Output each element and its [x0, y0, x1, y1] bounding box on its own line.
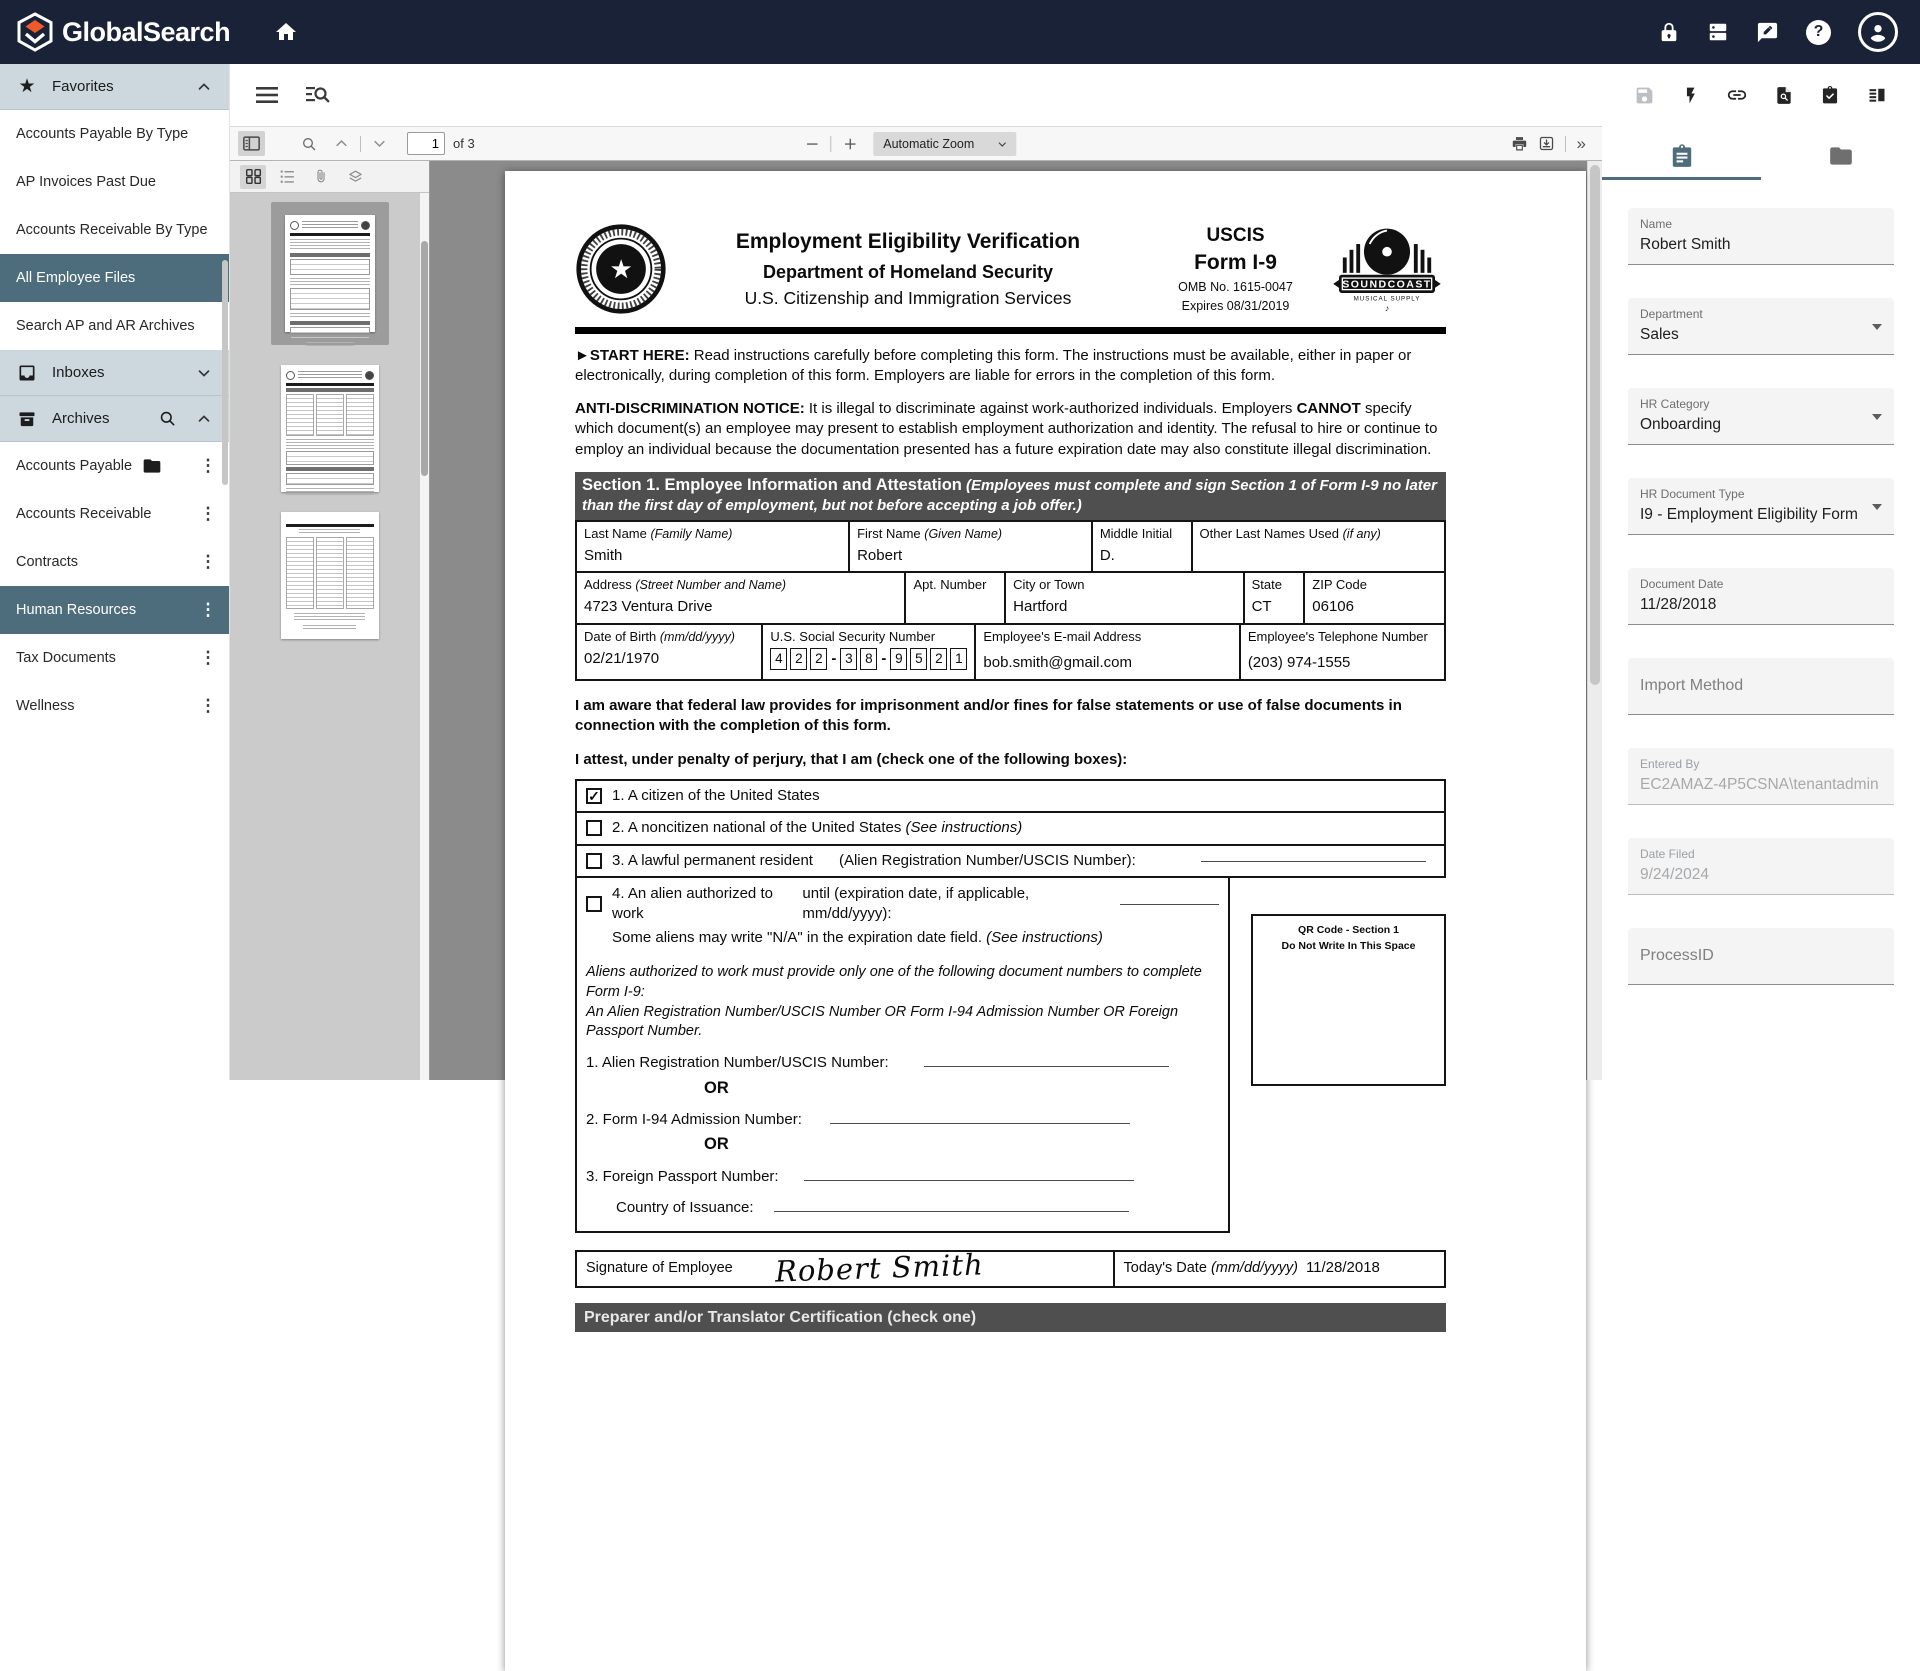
kebab-menu-button[interactable]: ⋮	[199, 696, 217, 715]
dhs-seal	[575, 223, 667, 315]
help-button[interactable]: ?	[1806, 20, 1831, 45]
person-icon	[1865, 19, 1891, 45]
more-tools-button[interactable]: »	[1576, 133, 1586, 153]
actions-button[interactable]	[1681, 85, 1700, 106]
copy-link-button[interactable]	[1726, 84, 1748, 106]
pdf-toolbar	[230, 126, 1602, 161]
folder-icon	[142, 456, 162, 476]
divider	[575, 327, 1446, 334]
page-count-label: of 3	[453, 136, 475, 151]
thumbnail-scrollbar[interactable]	[420, 193, 429, 1080]
qr-code-box: QR Code - Section 1 Do Not Write In This Space	[1251, 914, 1446, 1086]
inboxes-header[interactable]	[0, 350, 229, 396]
tab-folders[interactable]	[1761, 132, 1920, 180]
kebab-menu-button[interactable]: ⋮	[199, 456, 217, 475]
thumbnail-page-2-preview	[281, 365, 379, 492]
layers-button[interactable]	[342, 165, 368, 189]
save-page-icon	[1538, 135, 1555, 152]
city-cell: City or Town Hartford	[1006, 573, 1244, 622]
thumbnail-toolbar	[230, 161, 429, 193]
archives-header[interactable]	[0, 396, 229, 442]
apt-number-cell: Apt. Number	[906, 573, 1006, 622]
thumbnail-panel	[230, 161, 430, 1080]
section1-header: Section 1. Employee Information and Attestation (Employees must complete and sign Section 1 of Form I-9 no later than the first day of employment, but not before accepting a job offer.)	[575, 472, 1446, 520]
inbox-icon	[16, 363, 38, 383]
form-dept: Department of Homeland Security	[762, 262, 1054, 283]
index-fields	[1602, 180, 1920, 985]
layers-icon	[347, 168, 364, 185]
favorites-header[interactable]	[0, 64, 229, 110]
employee-signature: Robert Smith	[774, 1247, 984, 1289]
star-icon: ★	[18, 76, 36, 97]
thumbnail-page-3[interactable]	[281, 512, 379, 639]
outline-view-button[interactable]	[274, 165, 300, 189]
favorites-label: Favorites	[52, 78, 114, 95]
field-process-id[interactable]: ProcessID	[1628, 928, 1894, 985]
thumbnails-view-button[interactable]	[240, 165, 266, 189]
form-agency: U.S. Citizenship and Immigration Services	[744, 287, 1072, 308]
side-panel-icon	[1866, 85, 1888, 105]
svg-text:MUSICAL SUPPLY: MUSICAL SUPPLY	[1353, 295, 1421, 303]
checkbox-empty	[586, 896, 602, 912]
kebab-menu-button[interactable]: ⋮	[199, 600, 217, 619]
sidebar-item-search-ap-ar-archives[interactable]: Search AP and AR Archives	[16, 318, 195, 334]
section2-header: Preparer and/or Translator Certification (check one)	[575, 1303, 1446, 1333]
queues-button[interactable]	[1707, 21, 1729, 43]
kebab-menu-button[interactable]: ⋮	[199, 552, 217, 571]
chevron-down-icon	[996, 138, 1008, 150]
checkbox-checked: ✓	[586, 788, 602, 804]
viewer-menu-button[interactable]	[256, 86, 278, 104]
thumbnail-page-3-preview	[281, 512, 379, 639]
pdf-find-button[interactable]	[295, 131, 322, 156]
pdf-page-1	[505, 171, 1586, 1671]
download-button[interactable]	[1533, 131, 1560, 156]
next-page-button[interactable]	[366, 131, 393, 156]
chevron-down-icon	[372, 136, 387, 151]
lightning-icon	[1681, 85, 1700, 106]
dropdown-arrow-icon	[1872, 504, 1882, 510]
field-hr-category[interactable]: HR Category Onboarding	[1628, 388, 1894, 445]
chevron-up-icon	[334, 136, 349, 151]
sidebar-item-ap-invoices-past-due[interactable]: AP Invoices Past Due	[16, 174, 156, 190]
sidebar-item-all-employee-files[interactable]: All Employee Files	[0, 254, 229, 302]
archive-item-wellness[interactable]: Wellness ⋮	[16, 696, 217, 715]
clipboard-check-icon	[1820, 84, 1840, 106]
printer-icon	[1511, 135, 1528, 152]
field-name[interactable]: Name Robert Smith	[1628, 208, 1894, 265]
chevron-up-icon	[195, 410, 213, 428]
kebab-menu-button[interactable]: ⋮	[199, 504, 217, 523]
email-cell: Employee's E-mail Address bob.smith@gmail.com	[976, 625, 1240, 679]
grid-icon	[245, 168, 262, 185]
home-icon	[274, 20, 298, 44]
index-panel	[1602, 64, 1920, 1080]
dropdown-arrow-icon	[1872, 414, 1882, 420]
document-preview-button[interactable]	[1774, 85, 1794, 106]
i94-line: 2. Form I-94 Admission Number:	[586, 1110, 1219, 1130]
top-bar	[0, 0, 1920, 64]
checkbox-empty	[586, 853, 602, 869]
chevron-down-icon	[195, 364, 213, 382]
address-cell: Address (Street Number and Name) 4723 Ventura Drive	[577, 573, 906, 622]
option-noncitizen-national: 2. A noncitizen national of the United States (See instructions)	[577, 811, 1444, 843]
lock-icon	[1658, 21, 1680, 43]
archive-item-human-resources[interactable]: Human Resources ⋮	[0, 586, 229, 634]
viewer-toolbar	[230, 64, 1602, 126]
search-icon	[301, 136, 317, 152]
tab-index-fields[interactable]	[1602, 132, 1761, 180]
thumbnail-page-1[interactable]	[271, 202, 389, 345]
chat-edit-icon	[1756, 21, 1779, 44]
outline-list-icon	[279, 168, 296, 185]
start-here-paragraph: ►START HERE: Read instructions carefully before completing this form. The instructions must be available, either in paper or electronically, during completion of this form. Employers are liable for errors in the completion of this form.	[575, 347, 1412, 385]
index-panel-toolbar	[1602, 64, 1920, 126]
svg-text:★: ★	[609, 256, 633, 285]
detail-panel-button[interactable]	[1866, 85, 1888, 105]
home-button[interactable]	[274, 20, 298, 44]
option-alien-authorized: 4. An alien authorized to work until (expiration date, if applicable, mm/dd/yyyy): Some aliens may write "N/A" in the expiration date field. (See instructions) Aliens authorized to work must provide only one of the following document numbers to complete Form I-9: An Alien Registration Number/USCIS Number OR Form I-94 Admission Number OR Foreign Passport Number. 1. Alien Registration Number/USCIS Number: OR 2. Form I-94 Admission Number: OR 3. Foreign Passport Number: Country of Issuance:	[575, 878, 1230, 1232]
archive-item-tax-documents[interactable]: Tax Documents ⋮	[16, 648, 217, 667]
file-search-icon	[1774, 85, 1794, 106]
archive-item-contracts[interactable]: Contracts ⋮	[16, 552, 217, 571]
app-name: GlobalSearch	[62, 16, 231, 47]
print-button[interactable]	[1506, 131, 1533, 156]
folder-icon	[1827, 143, 1855, 169]
save-button[interactable]	[1634, 85, 1655, 106]
user-avatar-button[interactable]	[1858, 12, 1898, 52]
previous-page-button[interactable]	[328, 131, 355, 156]
pdf-main-area	[430, 161, 1602, 1326]
soundcoast-logo	[1328, 221, 1446, 317]
left-sidebar	[0, 64, 230, 1080]
dropdown-arrow-icon	[1872, 324, 1882, 330]
phone-cell: Employee's Telephone Number (203) 974-1555	[1247, 628, 1428, 672]
kebab-menu-button[interactable]: ⋮	[199, 648, 217, 667]
thumbnail-page-2[interactable]	[281, 365, 379, 492]
last-name-cell: Last Name (Family Name) Smith	[577, 522, 850, 571]
validate-button[interactable]	[1820, 84, 1840, 106]
hamburger-icon	[256, 86, 278, 104]
field-entered-by: Entered By EC2AMAZ-4P5CSNA\tenantadmin	[1628, 748, 1894, 805]
archive-search-button[interactable]	[158, 409, 177, 428]
attestation-options	[575, 779, 1446, 878]
country-line: Country of Issuance:	[616, 1198, 1219, 1218]
svg-text:SOUNDCOAST: SOUNDCOAST	[1342, 278, 1432, 291]
sidebar-scrollbar[interactable]	[222, 260, 228, 485]
sidebar-item-accounts-payable-by-type[interactable]: Accounts Payable By Type	[16, 126, 189, 142]
middle-initial-cell: Middle Initial D.	[1093, 522, 1193, 571]
state-cell: State CT	[1245, 573, 1306, 622]
anti-discrimination-paragraph: ANTI-DISCRIMINATION NOTICE: It is illegal to discriminate against work-authorized individuals. Employers CANNOT specify which document(s) an employee may present to establish employment authorization and identity. The refusal to hire or continue to employ an individual because the documentation presented has a future expiration date may also constitute illegal discrimination.	[575, 399, 1438, 458]
employee-info-table	[575, 520, 1446, 681]
thumbnail-page-1-preview	[285, 215, 375, 332]
zip-cell: ZIP Code 06106	[1312, 577, 1367, 615]
sidebar-item-accounts-receivable-by-type[interactable]: Accounts Receivable By Type	[16, 222, 208, 238]
attest-paragraph: I attest, under penalty of perjury, that I am (check one of the following boxes):	[575, 750, 1128, 768]
form-i9: ★ Employment Eligibility Verification Department of Homeland Security U.S. Citizenship and Immigration Services USCIS Form I-9 OMB No. 1615-0047 Expires 08/31/2019 SOUNDCOAST MUSICAL SUPPLY ♪ ►START HERE: Read instructions carefully before completing this form. The instructions must be available, either in paper or electronically, during completion of this form. Employers are liable for errors in the completion of this form. ANTI-DISCRIMINATION NOTICE: It is illegal to discriminate against work-authorized individuals. Employers CANNOT specify which document(s) an employee may present to establish employment authorization and identity. The refusal to hire or continue to employ an individual because the documentation presented has a future expiration date may also constitute illegal discrimination. Section 1. Employee Information and Attestation (Employees must complete and sign Section 1 of Form I-9 no later than the first day of employment, but not before accepting a job offer.) Last Name (Family Name) Smith First Name (Given Name) Robert Middle Initial D. Other Last Names Used (if any) Address (Street Number and Name) 4723 Ventura Drive Apt. Number City or Town Hartford State CT ZIP Code 06106 Date of Birth (mm/dd/yyyy) 02/21/1970 U.S. Social Security Number 4 2 2 - 3 8 - 9 5 2 1 Employee's E-mail Address bob.smith@gmail.com Employee's Telephone Number (203) 974-1555 I am aware that federal law provides for imprisonment and/or fines for false statements or use of false documents in connection with the completion of this form. I attest, under penalty of perjury, that I am (check one of the following boxes): ✓ 1. A citizen of the United States 2. A noncitizen national of the United States (See instructions) 3. A lawful permanent resident (Alien Registration Number/USCIS Number): 4. An alien authorized to work until (expiration date, if applicable, mm/dd/yyyy): Some aliens may write "N/A" in the expiration date field. (See instructions) Aliens authorized to work must provide only one of the following document numbers to complete Form I-9: An Alien Registration Number/USCIS Number OR Form I-94 Admission Number OR Foreign Passport Number. 1. Alien Registration Number/USCIS Number: OR 2. Form I-94 Admission Number: OR 3. Foreign Passport Number: Country of Issuance: QR Code - Section 1 Do Not Write In This Space Signature of Employee Robert Smith Today's Date (mm/dd/yyyy) 11/28/2018 Preparer and/or Translator Certification (check one)	[575, 221, 1446, 1332]
inboxes-label: Inboxes	[52, 364, 105, 381]
index-panel-tabs	[1602, 132, 1920, 180]
zoom-out-button[interactable]	[798, 131, 825, 156]
checkbox-empty	[586, 820, 602, 836]
sidebar-toggle-icon	[243, 136, 260, 151]
search-document-button[interactable]	[306, 85, 330, 105]
zoom-in-button[interactable]	[836, 131, 863, 156]
chevron-up-icon	[195, 78, 213, 96]
field-date-filed: Date Filed 9/24/2024	[1628, 838, 1894, 895]
active-tab-indicator	[1602, 177, 1761, 180]
globalsearch-logo-icon	[16, 12, 54, 52]
zoom-select-value: Automatic Zoom	[883, 136, 975, 151]
alien-registration-line: 1. Alien Registration Number/USCIS Number:	[586, 1053, 1219, 1073]
pdf-scrollbar-thumb[interactable]	[1590, 165, 1600, 685]
minus-icon	[805, 137, 819, 151]
document-search-icon	[306, 85, 330, 105]
archive-icon	[16, 409, 38, 429]
document-viewer	[230, 64, 1602, 1326]
form-title: Employment Eligibility Verification	[735, 229, 1081, 253]
archive-item-accounts-payable[interactable]: Accounts Payable ⋮	[16, 456, 217, 475]
field-hr-document-type[interactable]: HR Document Type I9 - Employment Eligibility Form	[1628, 478, 1894, 535]
plus-icon	[843, 137, 857, 151]
page-number-input[interactable]	[407, 132, 445, 155]
signature-row: Signature of Employee Robert Smith Today's Date (mm/dd/yyyy) 11/28/2018	[575, 1250, 1446, 1288]
field-document-date[interactable]: Document Date 11/28/2018	[1628, 568, 1894, 625]
thumbnail-scrollbar-thumb[interactable]	[421, 241, 428, 476]
zoom-select[interactable]	[873, 132, 1016, 156]
clipboard-icon	[1669, 142, 1695, 170]
first-name-cell: First Name (Given Name) Robert	[850, 522, 1093, 571]
pdf-scrollbar[interactable]	[1587, 161, 1602, 1080]
other-names-cell: Other Last Names Used (if any)	[1199, 525, 1381, 541]
link-icon	[1726, 84, 1748, 106]
passport-line: 3. Foreign Passport Number:	[586, 1167, 1219, 1187]
dob-cell: Date of Birth (mm/dd/yyyy) 02/21/1970	[577, 625, 763, 679]
ssn-cell: U.S. Social Security Number 4 2 2 - 3 8 - 9 5 2 1	[763, 625, 976, 679]
attachments-button[interactable]	[308, 165, 334, 189]
archive-item-accounts-receivable[interactable]: Accounts Receivable ⋮	[16, 504, 217, 523]
paperclip-icon	[313, 168, 329, 185]
option-permanent-resident: 3. A lawful permanent resident (Alien Registration Number/USCIS Number):	[577, 844, 1444, 876]
aware-paragraph: I am aware that federal law provides for imprisonment and/or fines for false statements or use of false documents in connection with the completion of this form.	[575, 696, 1402, 735]
queue-list-icon	[1707, 21, 1729, 43]
toggle-sidebar-button[interactable]	[238, 131, 265, 156]
app-logo[interactable]	[16, 12, 230, 52]
field-import-method[interactable]: Import Method	[1628, 658, 1894, 715]
lock-button[interactable]	[1658, 21, 1680, 43]
thumbnail-list	[230, 193, 429, 1080]
field-department[interactable]: Department Sales	[1628, 298, 1894, 355]
feedback-button[interactable]	[1756, 21, 1779, 44]
option-citizen: ✓ 1. A citizen of the United States	[577, 781, 1444, 811]
save-icon	[1634, 85, 1655, 106]
aliens-note: Aliens authorized to work must provide only one of the following document numbers to complete Form I-9: An Alien Registration Number/USCIS Number OR Form I-94 Admission Number OR Foreign Passport Number.	[586, 964, 1202, 1040]
svg-text:♪: ♪	[1384, 303, 1390, 314]
archives-label: Archives	[52, 410, 110, 427]
